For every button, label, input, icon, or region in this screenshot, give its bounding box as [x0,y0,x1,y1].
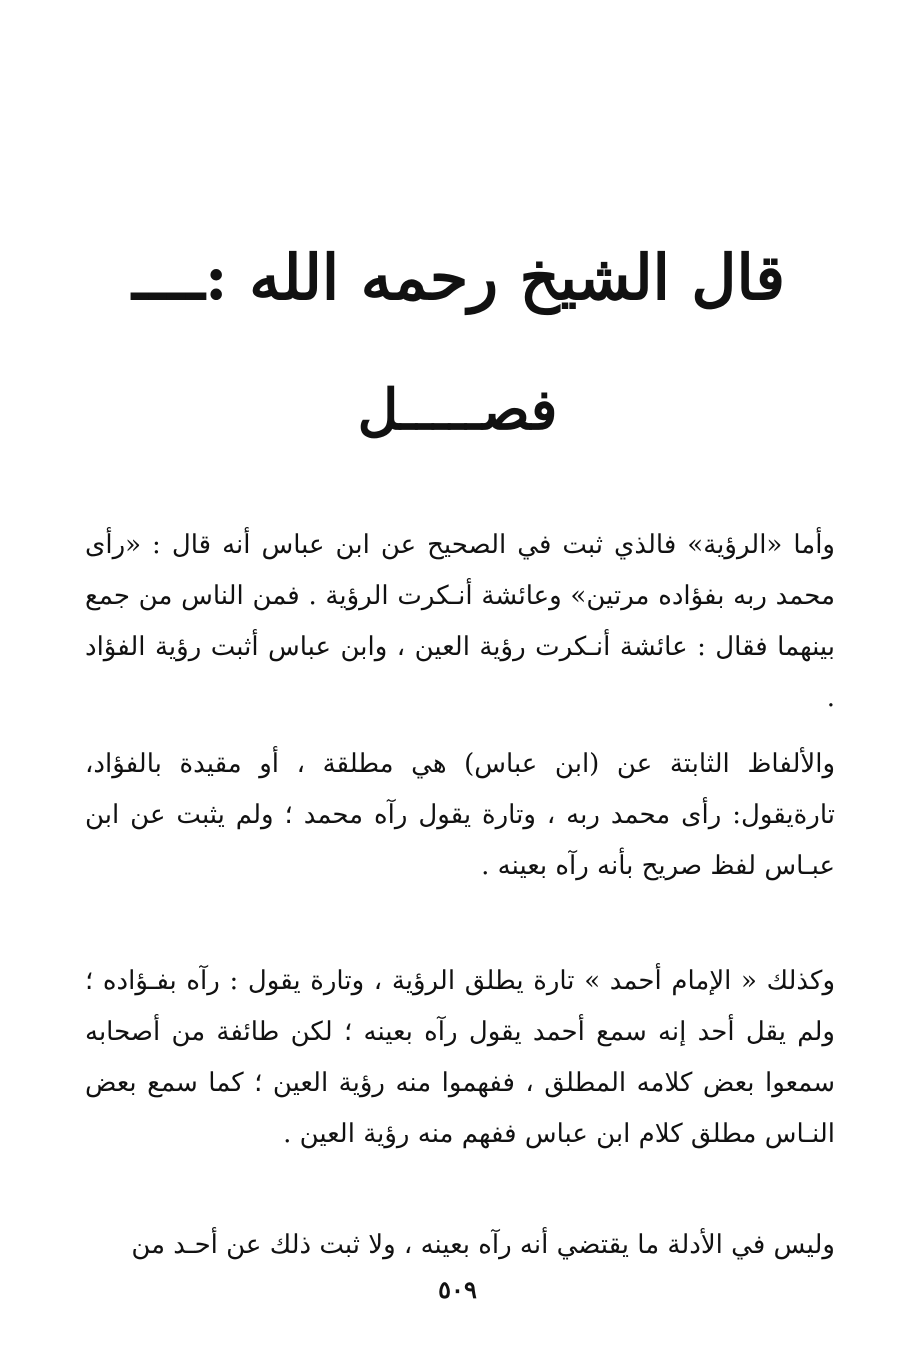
paragraph-2: والألفاظ الثابتة عن (ابن عباس) هي مطلقة ، أو مقيدة بالفؤاد، تارةيقول: رأى محمد ربه ، وتارة يقول رآه محمد ؛ ولم يثبت عن ابن عبـاس لفظ صريح بأنه رآه بعينه . [85,749,835,881]
page-number: ٥٠٩ [438,1275,477,1304]
chapter-heading: قال الشيخ رحمه الله :ــــ [132,241,785,314]
paragraph-4: وليس في الأدلة ما يقتضي أنه رآه بعينه ، ولا ثبت ذلك عن أحـد من [131,1230,835,1260]
paragraph-1: وأما «الرؤية» فالذي ثبت في الصحيح عن ابن عباس أنه قال : «رأى محمد ربه بفؤاده مرتين» وعائشة أنـكرت الرؤية . فمن الناس من جمع بينهما فقال : عائشة أنـكرت رؤية العين ، وابن عباس أثبت رؤية الفؤاد . [85,530,835,713]
paragraph-3: وكذلك « الإمام أحمد » تارة يطلق الرؤية ، وتارة يقول : رآه بفـؤاده ؛ ولم يقل أحد إنه سمع أحمد يقول رآه بعينه ؛ لكن طائفة من أصحابه سمعوا بعض كلامه المطلق ، ففهموا منه رؤية العين ؛ كما سمع بعض النـاس مطلق كلام ابن عباس ففهم منه رؤية العين . [85,966,835,1149]
section-title: فصـــــل [357,377,558,443]
